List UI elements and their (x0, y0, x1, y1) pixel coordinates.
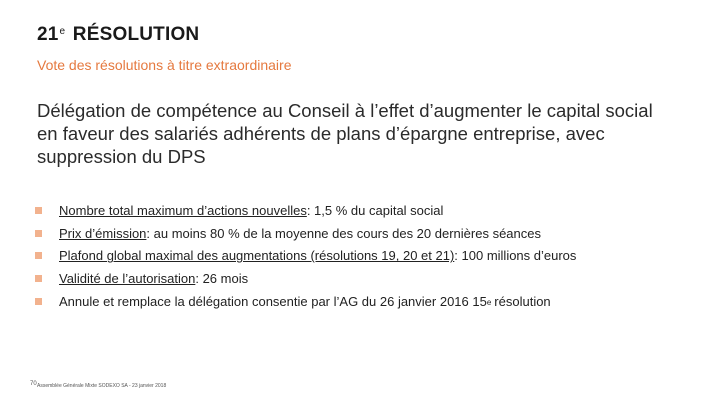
bullet-square-icon (35, 252, 42, 259)
bullet-item (35, 245, 576, 268)
slide-title (37, 24, 199, 46)
bullet-text: : 26 mois (195, 271, 249, 287)
title-text: RÉSOLUTION (72, 24, 200, 45)
bullet-text: Annule et remplace la délégation consentie par l’AG du 26 janvier 2016 15 (59, 294, 487, 310)
bullet-square-icon (35, 298, 42, 305)
bullet-text: : 100 millions d’euros (454, 248, 577, 264)
bullet-square-icon (35, 230, 42, 237)
bullet-label: Prix d’émission (59, 225, 147, 241)
bullet-square-icon (35, 207, 42, 214)
bullet-label: Plafond global maximal des augmentations (résolutions 19, 20 et 21) (59, 248, 455, 264)
bullet-label: Nombre total maximum d’actions nouvelles (59, 202, 307, 218)
resolution-heading: Délégation de compétence au Conseil à l’effet d’augmenter le capital social en faveur des salariés adhérents de plans d’épargne entreprise, avec suppression du DPS (37, 100, 653, 167)
bullet-superscript: e (486, 298, 492, 308)
bullet-item (35, 199, 576, 222)
title-number: 21 (37, 24, 59, 45)
title-superscript: e (59, 26, 66, 37)
bullet-text: : au moins 80 % de la moyenne des cours des 20 dernières séances (146, 225, 541, 241)
bullet-square-icon (35, 275, 42, 282)
bullet-item (35, 290, 576, 313)
bullet-text: : 1,5 % du capital social (306, 202, 444, 218)
bullet-item (35, 267, 576, 290)
bullet-item (35, 222, 576, 245)
bullet-list (35, 199, 576, 313)
footer-text: Assemblée Générale Mixte SODEXO SA - 23 janvier 2018 (37, 383, 167, 389)
page-number: 70 (30, 381, 37, 387)
bullet-tail: résolution (494, 294, 551, 310)
bullet-label: Validité de l’autorisation (59, 271, 196, 287)
slide-subtitle: Vote des résolutions à titre extraordinaire (37, 57, 292, 73)
